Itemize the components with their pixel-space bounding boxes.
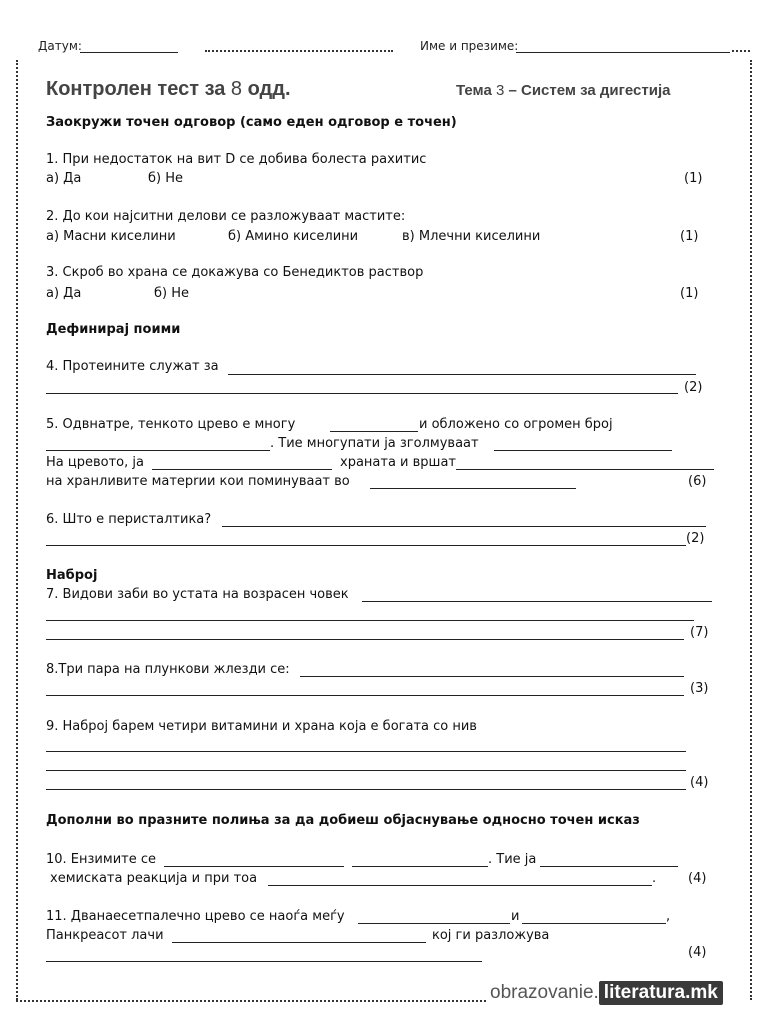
q4-text: 4. Протеините служат за [46,359,219,374]
q5-points: (6) [688,474,707,489]
q10-blank-4[interactable] [268,885,652,886]
q6-answer-line-1[interactable] [222,526,706,527]
section-define-heading: Дефинирај поими [46,322,181,337]
section-complete-heading: Дополни во празните полиња за да добиеш објаснување односно точен исказ [46,813,640,828]
q7-text: 7. Видови заби во устата на возрасен човек [46,587,349,602]
q10-text-2: . Тие ја [488,852,537,867]
q9-points: (4) [690,775,709,790]
q1-option-a[interactable]: а) Да [46,171,82,186]
dotted-divider [205,50,393,52]
q9-text: 9. Наброј барем четири витамини и храна која е богата со нив [46,719,477,734]
q7-answer-line-1[interactable] [362,601,712,602]
q3-option-a[interactable]: а) Да [46,286,82,301]
q8-points: (3) [690,681,709,696]
q10-period: . [652,871,657,886]
q5-blank-5[interactable] [456,469,714,470]
q1-points: (1) [684,171,703,186]
q5-text-5: храната и вршат [340,455,456,470]
q6-answer-line-2[interactable] [46,545,686,546]
q4-answer-line-1[interactable] [228,374,696,375]
q8-answer-line-1[interactable] [300,676,684,677]
name-label: Име и презиме: [420,39,519,53]
q7-answer-line-3[interactable] [46,639,684,640]
q11-blank-1[interactable] [358,923,510,924]
q5-text-3: . Тие многупати ја зголмуваат [270,436,479,451]
dotted-border-bottom [16,1000,486,1002]
q5-blank-6[interactable] [370,488,576,489]
q11-comma: , [666,909,671,924]
q11-text-4: кој ги разложува [432,928,550,943]
q11-points: (4) [688,945,707,960]
q5-text-1: 5. Одвнатре, тенкото црево е многу [46,417,296,432]
q2-option-b[interactable]: б) Амино киселини [228,229,359,244]
q10-blank-1[interactable] [164,866,344,867]
q2-text: 2. До кои најситни делови се разложуваат мастите: [46,209,406,224]
q2-points: (1) [680,229,699,244]
q10-blank-2[interactable] [352,866,488,867]
q1-text: 1. При недостаток на вит D се добива болеста рахитис [46,152,427,167]
q9-answer-line-3[interactable] [46,789,686,790]
q9-answer-line-2[interactable] [46,770,686,771]
q6-text: 6. Што е перисталтика? [46,512,212,527]
q10-points: (4) [688,871,707,886]
dotted-border-right [750,60,752,1000]
q11-blank-3[interactable] [172,942,426,943]
q5-blank-3[interactable] [494,450,672,451]
q4-answer-line-2[interactable] [46,393,678,394]
q11-blank-2[interactable] [522,923,666,924]
q8-text: 8.Три пара на плункови жлезди се: [46,662,290,677]
q6-points: (2) [686,531,705,546]
q11-text-3: Панкреасот лачи [46,928,164,943]
section-list-heading: Наброј [46,568,98,583]
q11-answer-line[interactable] [46,961,482,962]
q4-points: (2) [684,380,703,395]
site-logo: obrazovanie. literatura.mk [490,982,723,1004]
dotted-border-top-right [732,50,750,52]
q5-blank-1[interactable] [330,431,418,432]
q11-text-2: и [511,909,520,924]
test-title: Контролен тест за 8 одд. [46,78,291,100]
name-field[interactable] [516,52,730,53]
q11-text-1: 11. Дванаесетпалечно црево се наоѓа меѓу [46,909,345,924]
q3-points: (1) [680,286,699,301]
q2-option-a[interactable]: а) Масни киселини [46,229,176,244]
q10-blank-3[interactable] [540,866,678,867]
section-instruction: Заокружи точен одговор (само еден одговор е точен) [46,115,457,130]
q5-blank-4[interactable] [152,469,332,470]
q5-text-6: на хранливите матерrии кои поминуваат во [46,474,350,489]
q9-answer-line-1[interactable] [46,751,686,752]
test-theme: Тема 3 – Систем за дигестија [456,82,671,99]
date-label: Датум: [38,39,82,53]
q7-answer-line-2[interactable] [46,620,694,621]
date-field[interactable] [80,52,178,53]
q2-option-c[interactable]: в) Млечни киселини [402,229,541,244]
q5-text-2: и обложено со огромен број [419,417,613,432]
q3-option-b[interactable]: б) Не [154,286,189,301]
dotted-border-left [16,60,18,1000]
q5-text-4: На цревото, ја [46,455,144,470]
q3-text: 3. Скроб во храна се докажува со Бенедиктов раствор [46,265,424,280]
q1-option-b[interactable]: б) Не [148,171,183,186]
q10-text-1: 10. Ензимите се [46,852,156,867]
q8-answer-line-2[interactable] [46,695,684,696]
q7-points: (7) [690,625,709,640]
q5-blank-2[interactable] [46,450,270,451]
q10-text-3: хемиската реакција и при тоа [50,871,258,886]
